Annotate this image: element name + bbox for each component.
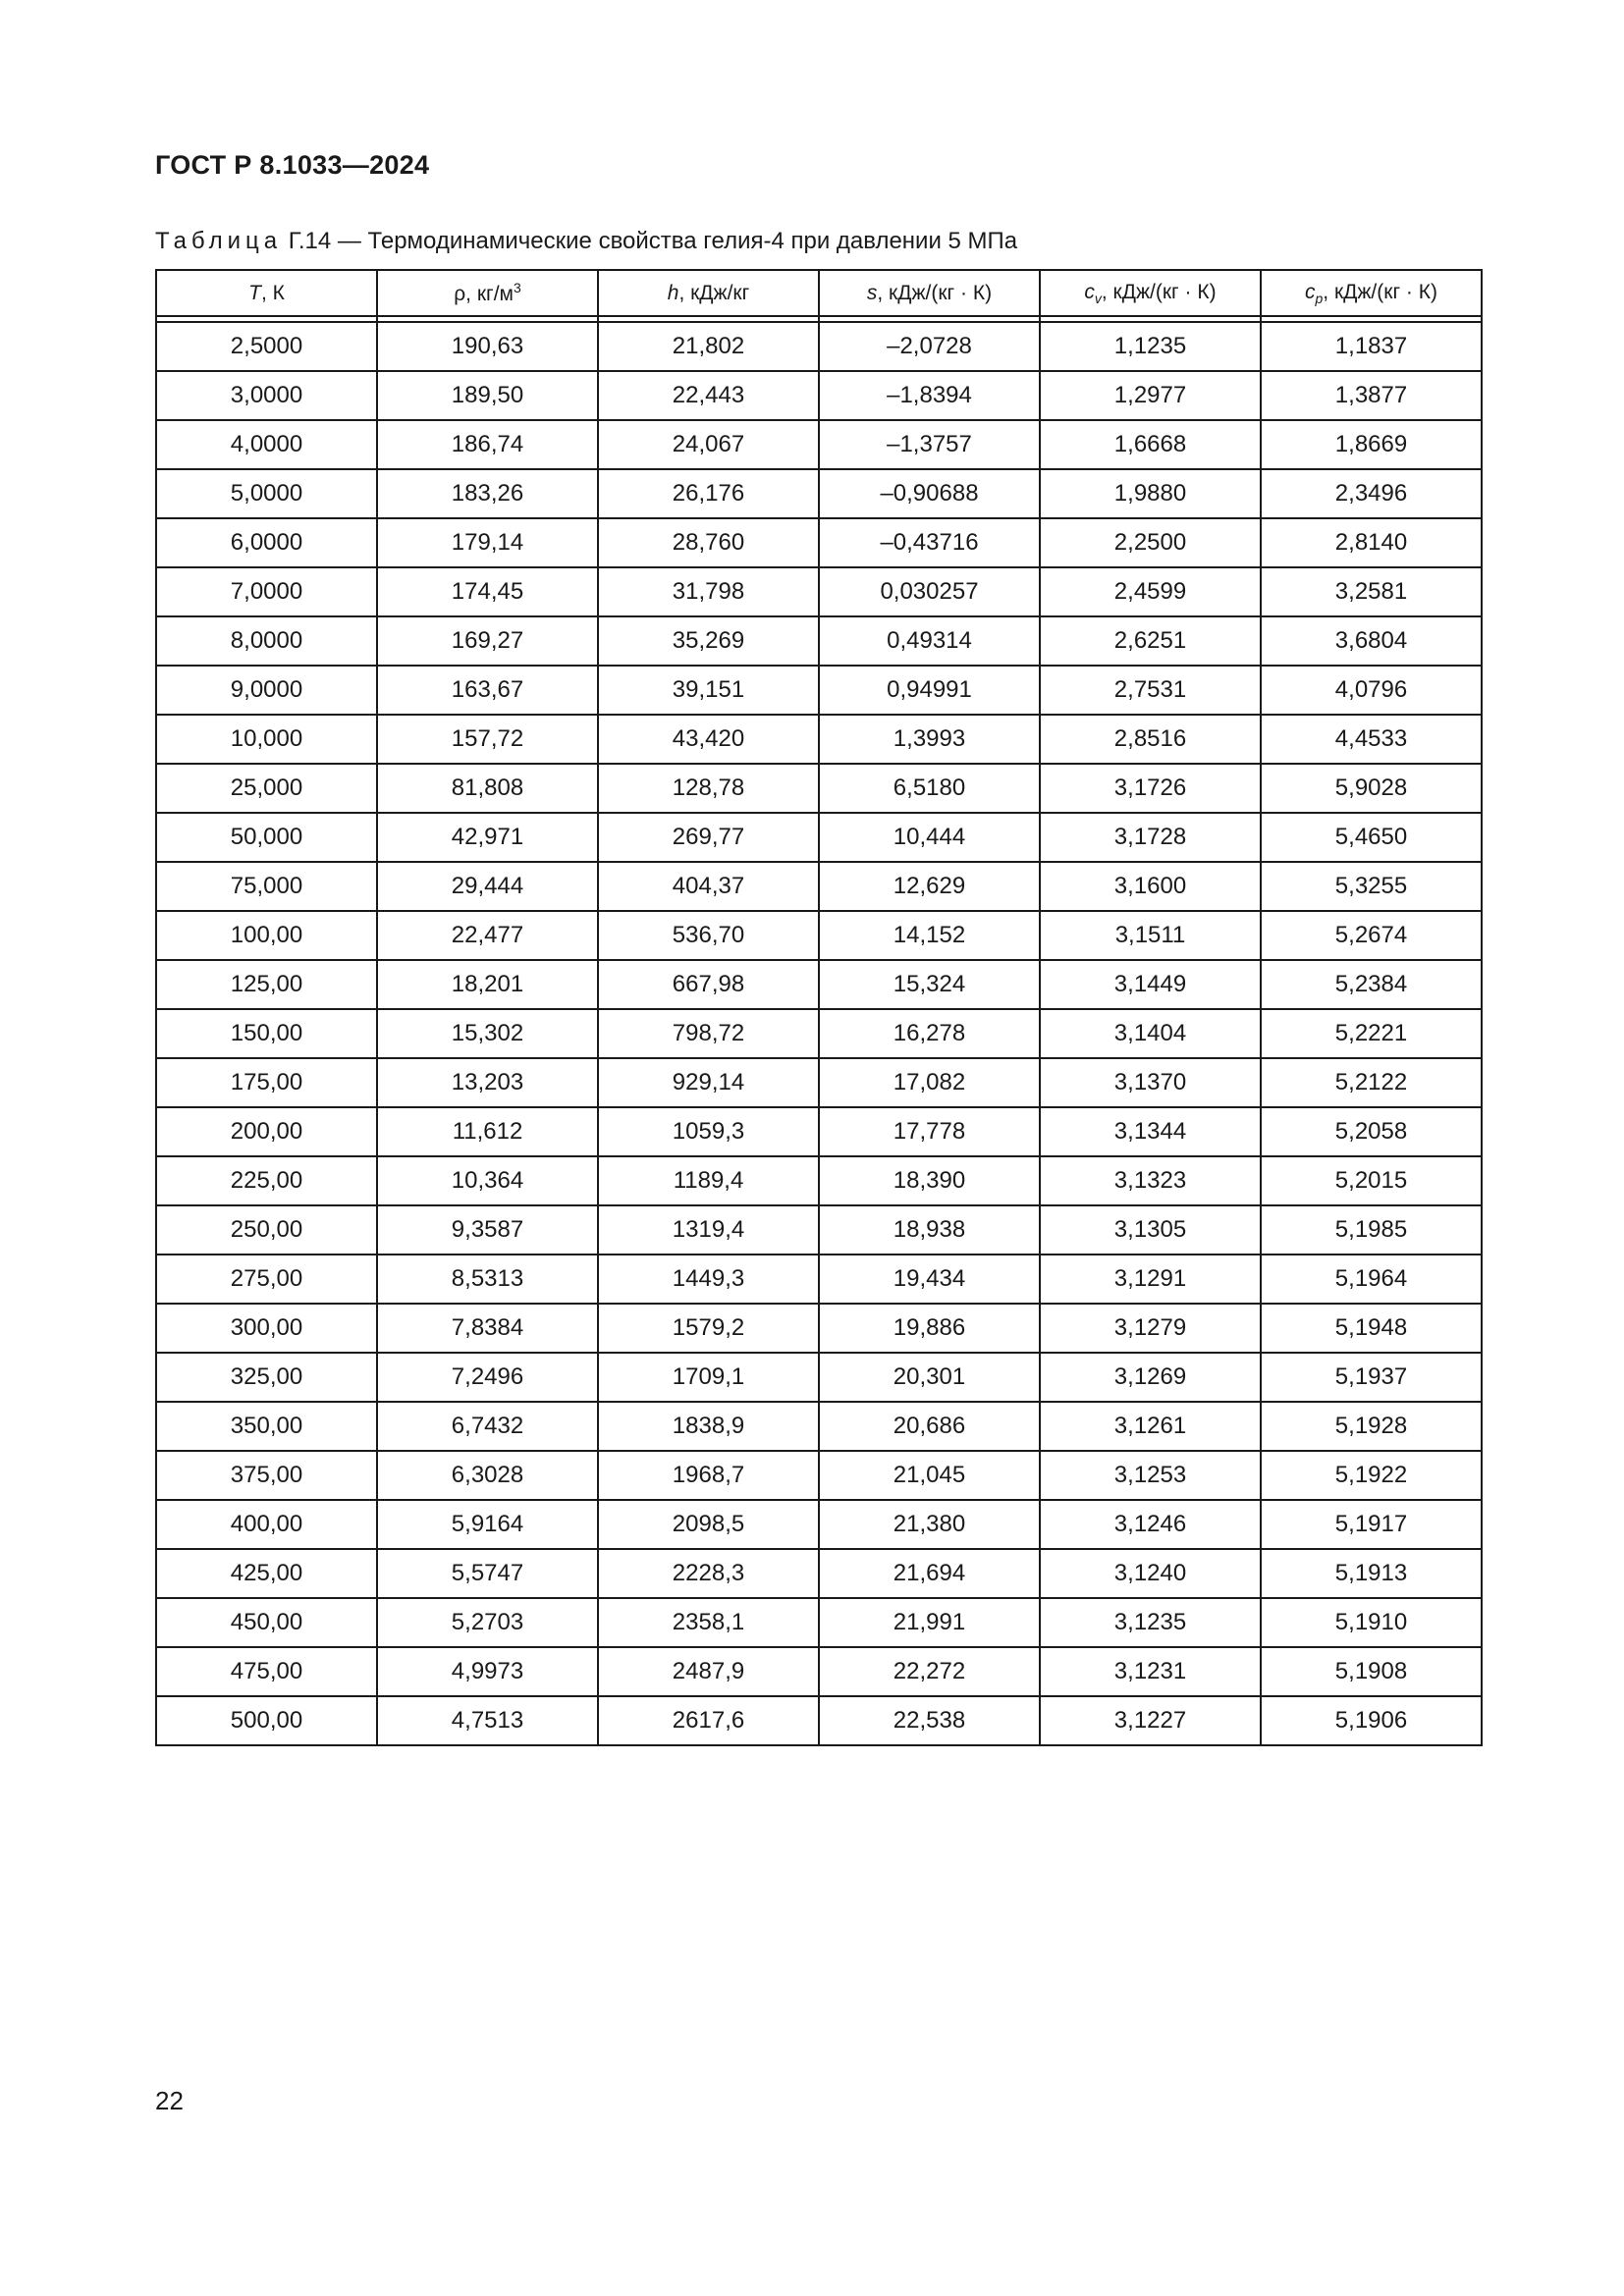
- table-cell: 4,0796: [1261, 666, 1482, 715]
- table-cell: 4,0000: [156, 420, 377, 469]
- table-cell: 2487,9: [598, 1647, 819, 1696]
- table-cell: 5,2122: [1261, 1058, 1482, 1107]
- table-cell: 7,2496: [377, 1353, 598, 1402]
- table-cell: –0,43716: [819, 518, 1040, 567]
- table-cell: 25,000: [156, 764, 377, 813]
- column-header: [377, 270, 598, 316]
- table-cell: 17,082: [819, 1058, 1040, 1107]
- table-cell: 21,045: [819, 1451, 1040, 1500]
- column-symbol: T: [248, 281, 261, 304]
- table-cell: 8,5313: [377, 1255, 598, 1304]
- table-cell: 536,70: [598, 911, 819, 960]
- table-cell: –0,90688: [819, 469, 1040, 518]
- table-cell: 22,443: [598, 371, 819, 420]
- table-cell: 3,6804: [1261, 616, 1482, 666]
- table-row: [156, 1451, 1482, 1500]
- table-cell: 22,538: [819, 1696, 1040, 1745]
- table-cell: 12,629: [819, 862, 1040, 911]
- table-cell: 13,203: [377, 1058, 598, 1107]
- table-cell: 26,176: [598, 469, 819, 518]
- table-cell: 5,2221: [1261, 1009, 1482, 1058]
- table-cell: 3,1404: [1040, 1009, 1261, 1058]
- table-cell: 9,3587: [377, 1205, 598, 1255]
- column-unit: , кДж/кг: [678, 281, 750, 304]
- table-cell: 1579,2: [598, 1304, 819, 1353]
- table-cell: 425,00: [156, 1549, 377, 1598]
- table-cell: 1189,4: [598, 1156, 819, 1205]
- table-cell: 20,686: [819, 1402, 1040, 1451]
- table-cell: 5,1937: [1261, 1353, 1482, 1402]
- table-cell: 125,00: [156, 960, 377, 1009]
- table-cell: 4,4533: [1261, 715, 1482, 764]
- table-cell: 22,477: [377, 911, 598, 960]
- table-cell: 10,444: [819, 813, 1040, 862]
- table-cell: 39,151: [598, 666, 819, 715]
- table-cell: 3,1253: [1040, 1451, 1261, 1500]
- table-cell: –1,8394: [819, 371, 1040, 420]
- table-cell: 5,1985: [1261, 1205, 1482, 1255]
- table-cell: 1968,7: [598, 1451, 819, 1500]
- table-cell: 169,27: [377, 616, 598, 666]
- column-symbol: ρ: [454, 283, 466, 305]
- table-cell: 2,3496: [1261, 469, 1482, 518]
- table-cell: 190,63: [377, 322, 598, 371]
- table-cell: 10,364: [377, 1156, 598, 1205]
- column-header: [1040, 270, 1261, 316]
- table-row: [156, 1304, 1482, 1353]
- table-row: [156, 1353, 1482, 1402]
- table-cell: 2,5000: [156, 322, 377, 371]
- column-header: [156, 270, 377, 316]
- table-cell: 2,8516: [1040, 715, 1261, 764]
- table-cell: 667,98: [598, 960, 819, 1009]
- table-cell: 4,9973: [377, 1647, 598, 1696]
- table-cell: 269,77: [598, 813, 819, 862]
- table-cell: 2,8140: [1261, 518, 1482, 567]
- column-unit: , кДж/(кг · К): [877, 281, 993, 304]
- table-cell: 183,26: [377, 469, 598, 518]
- table-row: [156, 862, 1482, 911]
- table-row: [156, 518, 1482, 567]
- table-cell: 6,3028: [377, 1451, 598, 1500]
- table-row: [156, 715, 1482, 764]
- table-cell: 19,886: [819, 1304, 1040, 1353]
- table-cell: 186,74: [377, 420, 598, 469]
- table-cell: 31,798: [598, 567, 819, 616]
- table-cell: 42,971: [377, 813, 598, 862]
- table-cell: 5,2384: [1261, 960, 1482, 1009]
- table-caption-label: Таблица: [155, 228, 283, 254]
- table-row: [156, 469, 1482, 518]
- table-row: [156, 1647, 1482, 1696]
- table-cell: 5,2703: [377, 1598, 598, 1647]
- table-row: [156, 322, 1482, 371]
- table-cell: 3,1291: [1040, 1255, 1261, 1304]
- table-cell: 1,2977: [1040, 371, 1261, 420]
- column-symbol: c: [1305, 280, 1316, 303]
- table-cell: 3,1231: [1040, 1647, 1261, 1696]
- table-cell: 350,00: [156, 1402, 377, 1451]
- table-cell: 100,00: [156, 911, 377, 960]
- table-cell: 2098,5: [598, 1500, 819, 1549]
- table-cell: 6,5180: [819, 764, 1040, 813]
- table-cell: 6,7432: [377, 1402, 598, 1451]
- table-cell: 5,1910: [1261, 1598, 1482, 1647]
- table-cell: 43,420: [598, 715, 819, 764]
- table-cell: 1,9880: [1040, 469, 1261, 518]
- column-subscript: p: [1315, 290, 1324, 306]
- table-body: [156, 322, 1482, 1745]
- table-cell: 275,00: [156, 1255, 377, 1304]
- table-cell: 157,72: [377, 715, 598, 764]
- table-cell: 20,301: [819, 1353, 1040, 1402]
- table-caption-text: Г.14 — Термодинамические свойства гелия-4 при давлении 5 МПа: [288, 228, 1018, 254]
- table-cell: 175,00: [156, 1058, 377, 1107]
- table-cell: 189,50: [377, 371, 598, 420]
- table-cell: 3,1728: [1040, 813, 1261, 862]
- table-cell: 3,1726: [1040, 764, 1261, 813]
- page-number: 22: [155, 2086, 184, 2115]
- table-cell: 5,2058: [1261, 1107, 1482, 1156]
- document-header: ГОСТ Р 8.1033—2024: [155, 150, 430, 180]
- table-cell: 1709,1: [598, 1353, 819, 1402]
- table-cell: 21,802: [598, 322, 819, 371]
- table-row: [156, 616, 1482, 666]
- table-cell: 5,1913: [1261, 1549, 1482, 1598]
- table-cell: 1,1837: [1261, 322, 1482, 371]
- table-row: [156, 1549, 1482, 1598]
- table-cell: 22,272: [819, 1647, 1040, 1696]
- table-cell: 17,778: [819, 1107, 1040, 1156]
- table-cell: 163,67: [377, 666, 598, 715]
- table-cell: 3,1370: [1040, 1058, 1261, 1107]
- table-row: [156, 666, 1482, 715]
- column-unit: , кДж/(кг · К): [1101, 280, 1217, 303]
- table-row: [156, 1107, 1482, 1156]
- table-cell: 1319,4: [598, 1205, 819, 1255]
- table-row: [156, 420, 1482, 469]
- table-header-row: [156, 270, 1482, 316]
- column-header: [819, 270, 1040, 316]
- table-cell: 1,1235: [1040, 322, 1261, 371]
- table-cell: 5,1948: [1261, 1304, 1482, 1353]
- table-row: [156, 911, 1482, 960]
- table-cell: 5,0000: [156, 469, 377, 518]
- table-cell: 150,00: [156, 1009, 377, 1058]
- table-cell: 10,000: [156, 715, 377, 764]
- table-cell: 75,000: [156, 862, 377, 911]
- table-cell: 3,1449: [1040, 960, 1261, 1009]
- table-cell: 200,00: [156, 1107, 377, 1156]
- table-cell: 24,067: [598, 420, 819, 469]
- table-cell: 128,78: [598, 764, 819, 813]
- table-cell: 19,434: [819, 1255, 1040, 1304]
- table-cell: 3,1269: [1040, 1353, 1261, 1402]
- table-cell: 400,00: [156, 1500, 377, 1549]
- table-cell: 21,380: [819, 1500, 1040, 1549]
- table-cell: 174,45: [377, 567, 598, 616]
- table-cell: 18,201: [377, 960, 598, 1009]
- table-cell: 225,00: [156, 1156, 377, 1205]
- table-cell: 1449,3: [598, 1255, 819, 1304]
- table-cell: 450,00: [156, 1598, 377, 1647]
- table-cell: 2358,1: [598, 1598, 819, 1647]
- table-cell: 21,991: [819, 1598, 1040, 1647]
- table-cell: 5,3255: [1261, 862, 1482, 911]
- table-cell: 5,1922: [1261, 1451, 1482, 1500]
- table-cell: 475,00: [156, 1647, 377, 1696]
- table-cell: 3,1279: [1040, 1304, 1261, 1353]
- table-cell: 2617,6: [598, 1696, 819, 1745]
- table-cell: 4,7513: [377, 1696, 598, 1745]
- table-row: [156, 960, 1482, 1009]
- table-cell: 3,1235: [1040, 1598, 1261, 1647]
- table-cell: 3,1240: [1040, 1549, 1261, 1598]
- table-cell: –2,0728: [819, 322, 1040, 371]
- table-cell: 798,72: [598, 1009, 819, 1058]
- table-cell: 5,2674: [1261, 911, 1482, 960]
- table-row: [156, 567, 1482, 616]
- table-cell: 1,3877: [1261, 371, 1482, 420]
- table-cell: 500,00: [156, 1696, 377, 1745]
- table-cell: 81,808: [377, 764, 598, 813]
- table-cell: 5,4650: [1261, 813, 1482, 862]
- table-cell: 0,49314: [819, 616, 1040, 666]
- table-cell: 18,938: [819, 1205, 1040, 1255]
- table-row: [156, 764, 1482, 813]
- table-cell: 1,6668: [1040, 420, 1261, 469]
- table-cell: 0,030257: [819, 567, 1040, 616]
- table-cell: 929,14: [598, 1058, 819, 1107]
- table-cell: 2,7531: [1040, 666, 1261, 715]
- table-row: [156, 1009, 1482, 1058]
- table-cell: 5,1917: [1261, 1500, 1482, 1549]
- table-cell: 50,000: [156, 813, 377, 862]
- table-cell: 11,612: [377, 1107, 598, 1156]
- table-cell: 3,1261: [1040, 1402, 1261, 1451]
- table-cell: 300,00: [156, 1304, 377, 1353]
- column-unit: , кг/м: [465, 283, 514, 305]
- column-symbol: h: [667, 281, 679, 304]
- table-cell: 3,1323: [1040, 1156, 1261, 1205]
- table-cell: 5,9028: [1261, 764, 1482, 813]
- table-cell: 5,1906: [1261, 1696, 1482, 1745]
- table-cell: 5,2015: [1261, 1156, 1482, 1205]
- table-cell: 5,1964: [1261, 1255, 1482, 1304]
- table-caption: [155, 228, 1017, 255]
- table-cell: 3,1246: [1040, 1500, 1261, 1549]
- table-cell: 35,269: [598, 616, 819, 666]
- table-cell: 3,2581: [1261, 567, 1482, 616]
- table-row: [156, 1255, 1482, 1304]
- table-cell: 0,94991: [819, 666, 1040, 715]
- column-unit: , К: [260, 281, 285, 304]
- table-cell: 1059,3: [598, 1107, 819, 1156]
- table-cell: 1,8669: [1261, 420, 1482, 469]
- table-cell: 2,6251: [1040, 616, 1261, 666]
- table-row: [156, 1696, 1482, 1745]
- table-cell: 15,324: [819, 960, 1040, 1009]
- table-cell: 250,00: [156, 1205, 377, 1255]
- table-row: [156, 1500, 1482, 1549]
- table-cell: 2,2500: [1040, 518, 1261, 567]
- column-symbol: c: [1084, 280, 1095, 303]
- table-cell: 404,37: [598, 862, 819, 911]
- table-cell: 3,1600: [1040, 862, 1261, 911]
- table-cell: 3,1227: [1040, 1696, 1261, 1745]
- column-subscript: v: [1094, 290, 1102, 306]
- table-cell: 29,444: [377, 862, 598, 911]
- table-cell: 18,390: [819, 1156, 1040, 1205]
- table-cell: 15,302: [377, 1009, 598, 1058]
- table-cell: –1,3757: [819, 420, 1040, 469]
- table-cell: 7,0000: [156, 567, 377, 616]
- table-cell: 2,4599: [1040, 567, 1261, 616]
- table-row: [156, 1058, 1482, 1107]
- table-cell: 3,1511: [1040, 911, 1261, 960]
- table-cell: 7,8384: [377, 1304, 598, 1353]
- table-cell: 3,0000: [156, 371, 377, 420]
- helium-properties-table: [155, 269, 1483, 1746]
- table-row: [156, 1156, 1482, 1205]
- table-cell: 6,0000: [156, 518, 377, 567]
- table-cell: 375,00: [156, 1451, 377, 1500]
- table-cell: 8,0000: [156, 616, 377, 666]
- table-cell: 5,1908: [1261, 1647, 1482, 1696]
- table-row: [156, 1205, 1482, 1255]
- table-cell: 1838,9: [598, 1402, 819, 1451]
- table-cell: 325,00: [156, 1353, 377, 1402]
- table-cell: 5,5747: [377, 1549, 598, 1598]
- table-cell: 16,278: [819, 1009, 1040, 1058]
- table-row: [156, 1402, 1482, 1451]
- table-row: [156, 813, 1482, 862]
- table-cell: 28,760: [598, 518, 819, 567]
- table-cell: 21,694: [819, 1549, 1040, 1598]
- column-symbol: s: [866, 281, 878, 304]
- table-cell: 9,0000: [156, 666, 377, 715]
- column-unit: , кДж/(кг · К): [1323, 280, 1437, 303]
- table-row: [156, 1598, 1482, 1647]
- column-header: [598, 270, 819, 316]
- table-cell: 2228,3: [598, 1549, 819, 1598]
- table-cell: 5,9164: [377, 1500, 598, 1549]
- table-cell: 3,1344: [1040, 1107, 1261, 1156]
- column-unit-superscript: 3: [513, 280, 521, 295]
- table-cell: 14,152: [819, 911, 1040, 960]
- table-cell: 179,14: [377, 518, 598, 567]
- table-cell: 3,1305: [1040, 1205, 1261, 1255]
- column-header: [1261, 270, 1482, 316]
- table-cell: 5,1928: [1261, 1402, 1482, 1451]
- table-row: [156, 371, 1482, 420]
- table-cell: 1,3993: [819, 715, 1040, 764]
